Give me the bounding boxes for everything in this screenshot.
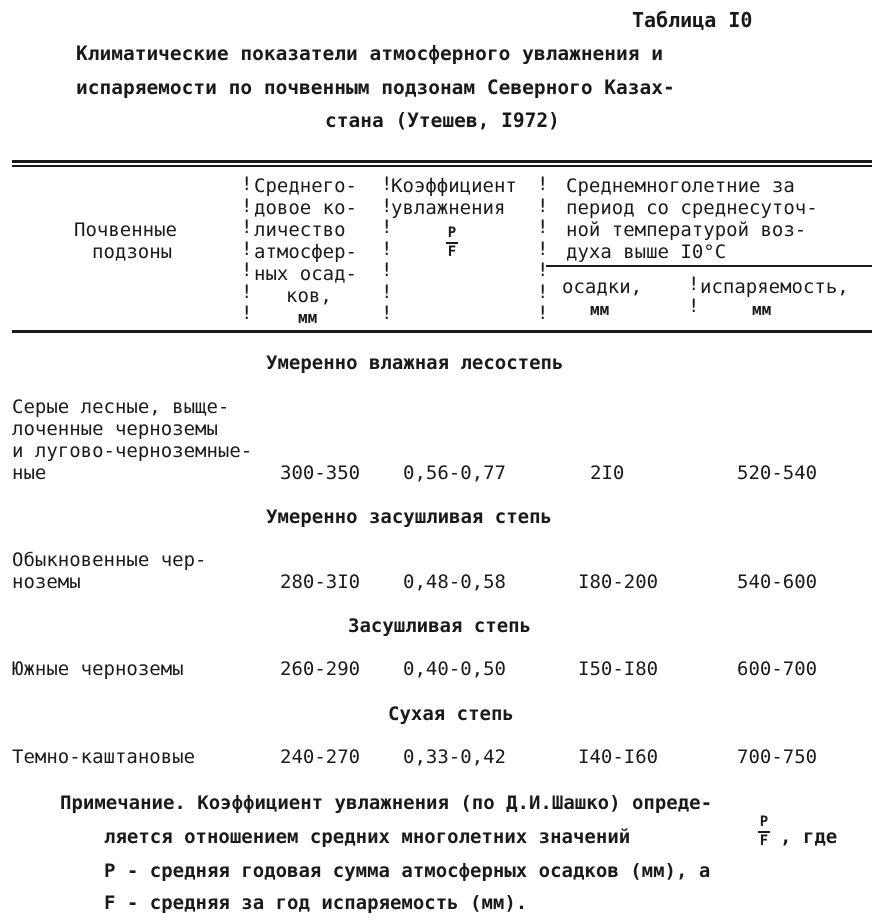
header-group-line-3: ной температурой воз- bbox=[566, 219, 807, 241]
header-group-line-1: Среднемноголетние за bbox=[566, 175, 795, 197]
coef-cell: 0,33-0,42 bbox=[403, 746, 506, 768]
note-line-3: P - средняя годовая сумма атмосферных осадков (мм), а bbox=[104, 860, 711, 882]
header-coef-line-1: Коэффициент bbox=[391, 175, 517, 197]
coef-cell: 0,40-0,50 bbox=[403, 658, 506, 680]
subzone-name: Темно-каштановые bbox=[12, 746, 196, 768]
subzone-name: ноземы bbox=[12, 571, 81, 593]
subzone-name: Обыкновенные чер- bbox=[12, 549, 207, 571]
header-bottom-rule bbox=[12, 330, 872, 333]
fraction-numerator: P bbox=[759, 814, 769, 830]
table-title-line-2: испаряемости по почвенным подзонам Северного Казах- bbox=[76, 76, 675, 99]
subzone-name: ные bbox=[12, 462, 47, 484]
section-title: Сухая степь bbox=[388, 703, 514, 725]
table-label: Таблица I0 bbox=[632, 8, 753, 32]
note-line-2-tail: , где bbox=[780, 826, 838, 848]
veg-precip-cell: I50-I80 bbox=[578, 658, 659, 680]
header-precip-line-3: личество bbox=[254, 219, 346, 241]
subzone-name: лоченные черноземы bbox=[12, 418, 218, 440]
coef-cell: 0,56-0,77 bbox=[403, 462, 506, 484]
coef-cell: 0,48-0,58 bbox=[403, 571, 506, 593]
precip-cell: 280-3I0 bbox=[280, 571, 361, 593]
fraction-numerator: P bbox=[447, 225, 457, 241]
section-title: Умеренно засушливая степь bbox=[266, 506, 552, 528]
table-top-rule-second bbox=[12, 165, 872, 167]
note-fraction bbox=[758, 815, 770, 849]
section-title: Засушливая степь bbox=[348, 615, 532, 637]
header-evap-line-1: испаряемость, bbox=[700, 276, 849, 298]
column-separator: ! ! bbox=[688, 273, 700, 317]
header-subzones-line-2: подзоны bbox=[92, 241, 173, 263]
header-coef-line-2: увлажнения bbox=[391, 197, 506, 219]
precip-cell: 300-350 bbox=[280, 462, 361, 484]
evap-cell: 540-600 bbox=[737, 571, 818, 593]
header-precip-line-4: атмосфер- bbox=[254, 241, 357, 263]
table-title-line-1: Климатические показатели атмосферного увлажнения и bbox=[76, 42, 663, 65]
header-precip-line-1: Среднего- bbox=[254, 175, 357, 197]
header-coef-fraction bbox=[446, 226, 458, 260]
note-line-2: ляется отношением средних многолетних значений bbox=[104, 826, 631, 848]
header-group-line-2: период со среднесуточ- bbox=[566, 197, 818, 219]
evap-cell: 700-750 bbox=[737, 746, 818, 768]
header-veg-precip-line-1: осадки, bbox=[562, 276, 643, 298]
section-title: Умеренно влажная лесостепь bbox=[266, 352, 564, 374]
column-separator: ! ! ! ! ! ! ! bbox=[381, 173, 393, 324]
header-precip-unit: мм bbox=[298, 308, 318, 327]
fraction-denominator: F bbox=[447, 244, 457, 260]
header-precip-line-5: ных осад- bbox=[254, 263, 357, 285]
evap-cell: 600-700 bbox=[737, 658, 818, 680]
header-evap-unit: мм bbox=[752, 300, 772, 319]
veg-precip-cell: 2I0 bbox=[590, 462, 625, 484]
header-group-line-4: духа выше I0°C bbox=[566, 241, 727, 263]
column-separator: ! ! ! ! ! ! ! bbox=[537, 173, 549, 324]
veg-precip-cell: I40-I60 bbox=[578, 746, 659, 768]
note-line-1: Примечание. Коэффициент увлажнения (по Д.И.Шашко) опреде- bbox=[60, 792, 713, 814]
header-subzones-line-1: Почвенные bbox=[74, 219, 177, 241]
precip-cell: 260-290 bbox=[280, 658, 361, 680]
column-separator: ! ! ! ! ! ! ! bbox=[241, 173, 253, 324]
precip-cell: 240-270 bbox=[280, 746, 361, 768]
subzone-name: и лугово-черноземные- bbox=[12, 440, 253, 462]
subzone-name: Южные черноземы bbox=[12, 658, 184, 680]
fraction-denominator: F bbox=[759, 833, 769, 849]
header-precip-line-6: ков, bbox=[286, 285, 332, 307]
table-title-line-3: стана (Утешев, I972) bbox=[325, 109, 560, 132]
table-top-rule bbox=[12, 160, 872, 163]
evap-cell: 520-540 bbox=[737, 462, 818, 484]
note-line-4: F - средняя за год испаряемость (мм). bbox=[104, 892, 528, 914]
veg-precip-cell: I80-200 bbox=[578, 571, 659, 593]
header-veg-precip-unit: мм bbox=[590, 300, 610, 319]
header-precip-line-2: довое ко- bbox=[254, 197, 357, 219]
group-header-rule bbox=[546, 265, 872, 267]
subzone-name: Серые лесные, выще- bbox=[12, 396, 230, 418]
